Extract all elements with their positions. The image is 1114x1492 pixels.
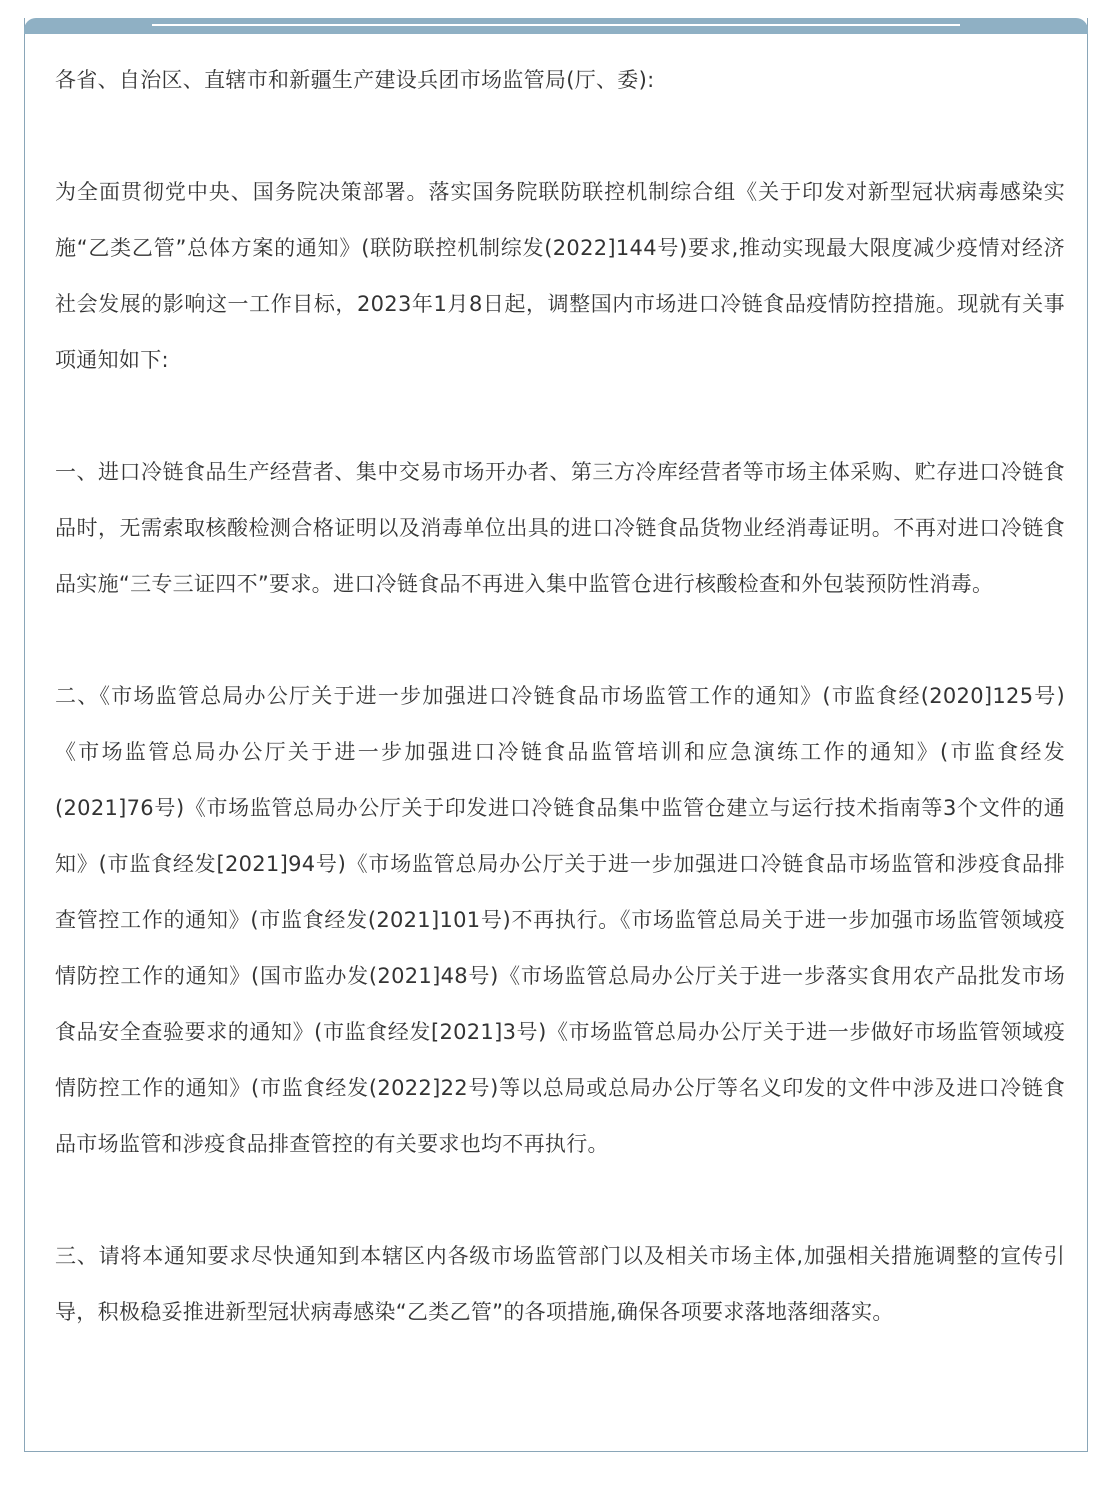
- paragraph-spacer: [55, 1172, 1065, 1228]
- paragraph-spacer: [55, 612, 1065, 668]
- card-header-band: [24, 18, 1088, 34]
- item-3-paragraph: 三、请将本通知要求尽快通知到本辖区内各级市场监管部门以及相关市场主体,加强相关措施调整的宣传引导，积极稳妥推进新型冠状病毒感染“乙类乙管”的各项措施,确保各项要求落地落细落实。: [55, 1244, 1065, 1324]
- paragraph-spacer: [55, 108, 1065, 164]
- header-divider: [152, 24, 960, 26]
- notice-body: [55, 52, 1065, 1340]
- paragraph-spacer: [55, 388, 1065, 444]
- item-2-paragraph: 二、《市场监管总局办公厅关于进一步加强进口冷链食品市场监管工作的通知》(市监食经(2020]125号)《市场监管总局办公厅关于进一步加强进口冷链食品监管培训和应急演练工作的通知》(市监食经发(2021]76号)《市场监管总局办公厅关于印发进口冷链食品集中监管仓建立与运行技术指南等3个文件的通知》(市监食经发[2021]94号)《市场监管总局办公厅关于进一步加强进口冷链食品市场监管和涉疫食品排查管控工作的通知》(市监食经发(2021]101号)不再执行。《市场监管总局关于进一步加强市场监管领域疫情防控工作的通知》(国市监办发(2021]48号)《市场监管总局办公厅关于进一步落实食用农产品批发市场食品安全查验要求的通知》(市监食经发[2021]3号)《市场监管总局办公厅关于进一步做好市场监管领域疫情防控工作的通知》(市监食经发(2022]22号)等以总局或总局办公厅等名义印发的文件中涉及进口冷链食品市场监管和涉疫食品排查管控的有关要求也均不再执行。: [55, 684, 1065, 1156]
- intro-paragraph: 为全面贯彻党中央、国务院决策部署。落实国务院联防联控机制综合组《关于印发对新型冠状病毒感染实施“乙类乙管”总体方案的通知》(联防联控机制综发(2022]144号)要求,推动实现最大限度减少疫情对经济社会发展的影响这一工作目标，2023年1月8日起，调整国内市场进口冷链食品疫情防控措施。现就有关事项通知如下:: [55, 180, 1065, 372]
- salutation: 各省、自治区、直辖市和新疆生产建设兵团市场监管局(厅、委):: [55, 68, 655, 92]
- notice-card: [24, 18, 1088, 1452]
- item-1-paragraph: 一、进口冷链食品生产经营者、集中交易市场开办者、第三方冷库经营者等市场主体采购、贮存进口冷链食品时，无需索取核酸检测合格证明以及消毒单位出具的进口冷链食品货物业经消毒证明。不再对进口冷链食品实施“三专三证四不”要求。进口冷链食品不再进入集中监管仓进行核酸检查和外包装预防性消毒。: [55, 460, 1065, 596]
